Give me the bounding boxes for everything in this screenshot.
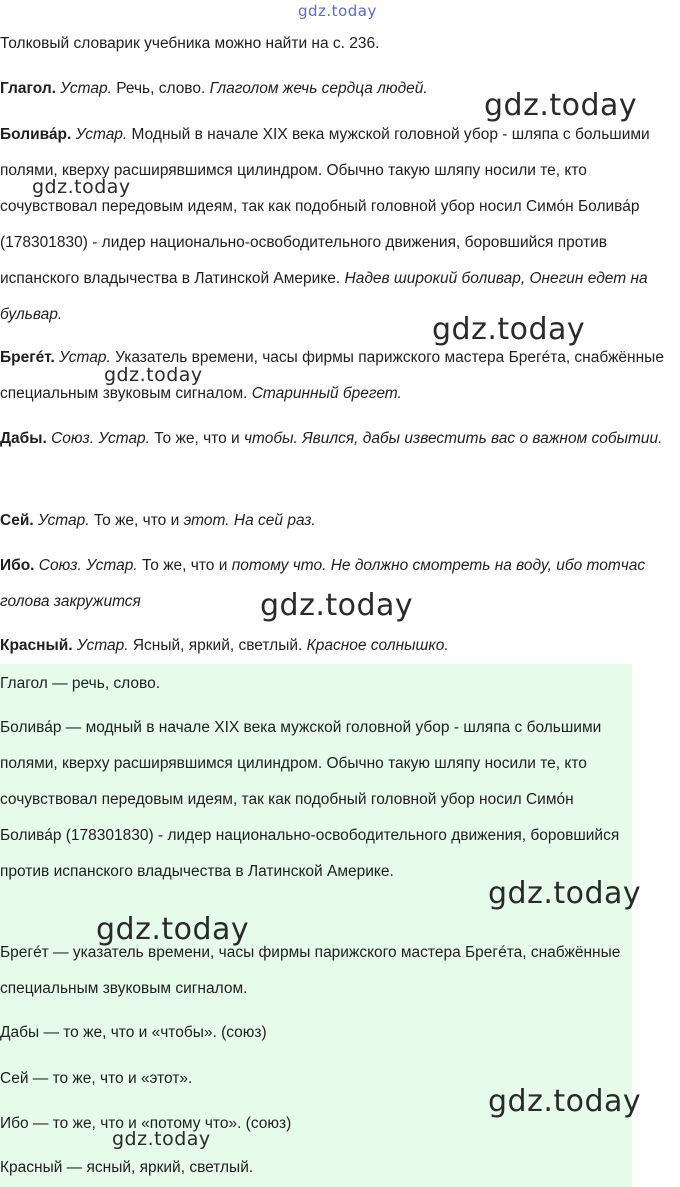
entry-definition: То же, что и	[149, 430, 244, 447]
dictionary-entry-ibo	[0, 548, 676, 620]
entry-example: Красное солнышко.	[306, 637, 449, 654]
watermark: gdz.today	[32, 176, 131, 198]
entry-example: Надев широкий боливар, Онегин едет на бульвар.	[0, 270, 648, 323]
watermark: gdz.today	[260, 588, 414, 623]
entry-example: Старинный брегет.	[251, 385, 402, 402]
entry-definition: То же, что и	[137, 557, 232, 574]
entry-mark: Устар.	[72, 637, 129, 654]
entry-mark: Устар.	[54, 349, 111, 366]
answer-block	[0, 664, 632, 1187]
watermark: gdz.today	[104, 364, 203, 386]
watermark: gdz.today	[96, 912, 250, 947]
answer-line: Болива́р — модный в начале XIX века мужской головной убор - шляпа с большими полями, кверху расширявшимся цилиндром. Обычно такую шляпу носили те, кто сочувствовал передовым идеям, так как подобный головной убор носил Симо́н Болива́р (178301830) - лидер национально-освободительного движения, боровшийся против испанского владычества в Латинской Америке.	[0, 719, 620, 880]
entry-mark: Устар.	[55, 80, 112, 97]
entry-term: Болива́р.	[0, 126, 72, 143]
dictionary-entry-glagol	[0, 71, 676, 107]
entry-definition: Речь, слово.	[111, 80, 210, 97]
intro-text: Толковый словарик учебника можно найти на с. 236.	[0, 35, 380, 52]
entry-definition-italic: чтобы.	[243, 430, 298, 447]
entry-term: Брегéт.	[0, 349, 55, 366]
entry-definition: То же, что и	[89, 512, 184, 529]
dictionary-entry-breguet	[0, 340, 676, 412]
entry-definition: Указатель времени, часы фирмы парижского мастера Брегéта, снабжённые специальным звуковым сигналом.	[0, 349, 664, 402]
watermark: gdz.today	[488, 1084, 642, 1119]
answer-line: Сей — то же, что и «этот».	[0, 1070, 193, 1087]
dictionary-entry-bolivar	[0, 117, 676, 333]
entry-term: Сей.	[0, 512, 34, 529]
entry-mark: Союз. Устар.	[46, 430, 150, 447]
entry-definition-italic: этот.	[183, 512, 230, 529]
entry-example: Глаголом жечь сердца людей.	[209, 80, 428, 97]
watermark: gdz.today	[432, 312, 586, 347]
dictionary-entry-krasny	[0, 628, 676, 664]
entry-mark: Устар.	[33, 512, 90, 529]
entry-term: Глагол.	[0, 80, 56, 97]
entry-example: На сей раз.	[229, 512, 316, 529]
answer-line: Красный — ясный, яркий, светлый.	[0, 1159, 254, 1176]
answer-line: Ибо — то же, что и «потому что». (союз)	[0, 1115, 292, 1132]
dictionary-entry-sey	[0, 503, 676, 539]
watermark-logo: gdz.today	[298, 2, 377, 20]
entry-term: Дабы.	[0, 430, 47, 447]
entry-term: Ибо.	[0, 557, 35, 574]
watermark: gdz.today	[488, 876, 642, 911]
entry-definition-italic: потому что.	[231, 557, 327, 574]
entry-term: Красный.	[0, 637, 73, 654]
entry-example: Не должно смотреть на воду, ибо тотчас голова закружится	[0, 557, 646, 610]
entry-mark: Союз. Устар.	[34, 557, 138, 574]
watermark: gdz.today	[112, 1128, 211, 1150]
dictionary-entry-daby	[0, 421, 676, 457]
entry-example: Явился, дабы известить вас о важном событии.	[297, 430, 663, 447]
entry-mark: Устар.	[71, 126, 128, 143]
answer-line: Глагол — речь, слово.	[0, 675, 161, 692]
entry-definition: Ясный, яркий, светлый.	[128, 637, 307, 654]
watermark: gdz.today	[484, 88, 638, 123]
answer-line: Брегéт — указатель времени, часы фирмы парижского мастера Брегéта, снабжённые специальным звуковым сигналом.	[0, 944, 621, 997]
entry-definition: Модный в начале XIX века мужской головной убор - шляпа с большими полями, кверху расширявшимся цилиндром. Обычно такую шляпу носили те, кто сочувствовал передовым идеям, так как подобный головной убор носил Симо́н Болива́р (178301830) - лидер национально-освободительного движения, боровшийся против испанского владычества в Латинской Америке.	[0, 126, 650, 287]
answer-line: Дабы — то же, что и «чтобы». (союз)	[0, 1024, 267, 1041]
